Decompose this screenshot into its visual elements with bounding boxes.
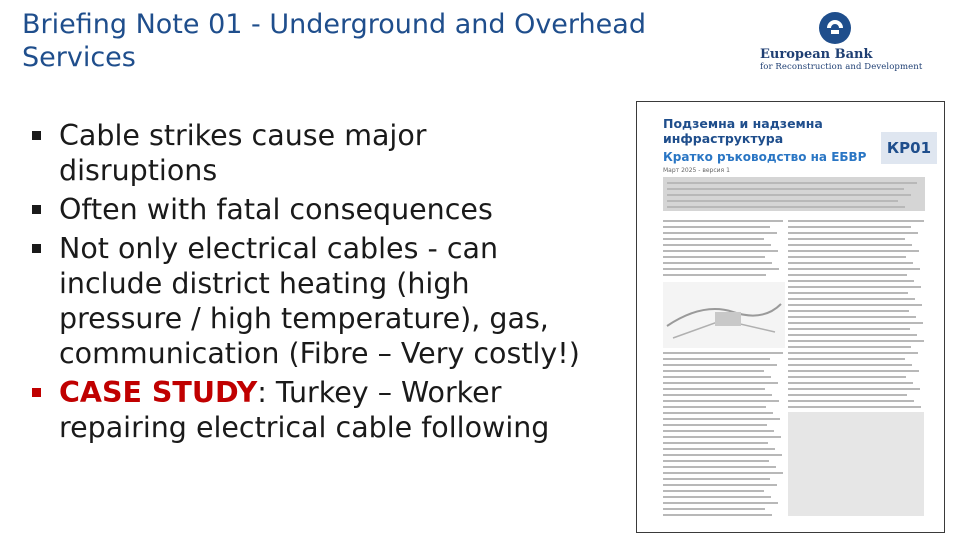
doc-text-line <box>663 370 764 372</box>
doc-text-line <box>663 436 781 438</box>
doc-text-line <box>663 244 771 246</box>
doc-text-line <box>788 388 920 390</box>
doc-figure-image <box>663 282 785 348</box>
doc-text-line <box>788 394 907 396</box>
doc-text-line <box>788 220 924 222</box>
square-bullet-icon <box>32 205 41 214</box>
doc-text-line <box>663 382 778 384</box>
doc-text-line <box>788 364 912 366</box>
doc-text-line <box>788 400 914 402</box>
bullet-text: Not only electrical cables - can include district heating (high pressure / high temperature), gas, communication (Fibre – Very costly!) <box>59 232 580 370</box>
doc-text-line <box>663 232 777 234</box>
doc-text-line <box>663 220 783 222</box>
doc-text-line <box>788 334 917 336</box>
bullet-text: Cable strikes cause major disruptions <box>59 119 427 187</box>
doc-text-line <box>663 262 772 264</box>
doc-text-line <box>663 514 772 516</box>
slide-title: Briefing Note 01 - Underground and Overhead Services <box>22 9 646 73</box>
doc-text-line <box>788 286 921 288</box>
doc-text-line <box>663 490 764 492</box>
doc-text-line <box>788 370 919 372</box>
doc-text-line <box>663 268 779 270</box>
doc-text-line <box>788 304 922 306</box>
doc-text-line <box>663 424 767 426</box>
doc-text-line <box>663 400 779 402</box>
square-bullet-icon <box>32 131 41 140</box>
briefing-note-preview <box>636 101 945 533</box>
doc-text-line <box>788 406 921 408</box>
doc-text-line <box>788 328 910 330</box>
doc-text-line <box>663 466 776 468</box>
doc-text-line <box>788 250 919 252</box>
doc-text-line <box>663 430 774 432</box>
doc-text-line <box>663 484 777 486</box>
ebrd-emblem-icon <box>817 10 853 46</box>
doc-text-line <box>663 478 770 480</box>
doc-text-line <box>663 376 771 378</box>
doc-text-line <box>788 382 913 384</box>
logo-line-2: for Reconstruction and Development <box>760 62 923 72</box>
doc-text-line <box>788 346 911 348</box>
bullet-item <box>32 231 592 371</box>
bullet-item <box>32 118 592 188</box>
doc-text-line <box>663 364 777 366</box>
ebrd-logo <box>760 8 950 78</box>
doc-text-line <box>788 280 914 282</box>
doc-text-line <box>788 292 908 294</box>
doc-text-line <box>663 448 775 450</box>
bullet-list <box>32 118 592 449</box>
doc-text-line <box>663 502 778 504</box>
doc-text-line <box>663 394 772 396</box>
doc-highlight-box <box>788 412 924 516</box>
doc-text-line <box>663 496 771 498</box>
doc-text-line <box>667 182 917 184</box>
bullet-text: : Turkey – Worker repairing electrical cable following <box>59 376 550 444</box>
doc-text-line <box>663 508 765 510</box>
doc-text-line <box>663 274 766 276</box>
doc-text-line <box>667 200 898 202</box>
doc-text-line <box>788 256 906 258</box>
doc-title: Подземна и надземна инфраструктура <box>663 116 823 146</box>
square-bullet-icon <box>32 388 41 397</box>
doc-text-line <box>663 406 766 408</box>
doc-text-line <box>663 250 778 252</box>
bullet-item <box>32 192 592 227</box>
doc-text-line <box>788 274 907 276</box>
doc-text-line <box>788 262 913 264</box>
doc-text-line <box>663 352 783 354</box>
doc-text-line <box>788 226 911 228</box>
bullet-text: Often with fatal consequences <box>59 193 493 226</box>
doc-text-line <box>788 340 924 342</box>
bullet-item-case-study <box>32 375 592 445</box>
case-study-label: CASE STUDY <box>59 376 258 409</box>
doc-text-line <box>788 268 920 270</box>
doc-text-line <box>663 442 768 444</box>
doc-text-line <box>663 412 773 414</box>
doc-text-line <box>663 238 764 240</box>
doc-text-line <box>663 472 783 474</box>
square-bullet-icon <box>32 244 41 253</box>
doc-text-line <box>663 418 780 420</box>
logo-text <box>760 48 950 72</box>
doc-date: Март 2025 - версия 1 <box>663 167 730 174</box>
doc-text-line <box>667 194 911 196</box>
doc-badge: КР01 <box>881 132 937 164</box>
doc-text-line <box>788 322 923 324</box>
doc-text-line <box>663 454 782 456</box>
logo-line-1: European Bank <box>760 47 873 62</box>
doc-text-line <box>663 358 770 360</box>
doc-text-line <box>663 226 770 228</box>
doc-text-line <box>788 244 912 246</box>
doc-text-line <box>663 388 765 390</box>
doc-text-line <box>788 358 905 360</box>
doc-text-line <box>663 256 765 258</box>
doc-text-line <box>788 376 906 378</box>
doc-subtitle: Кратко ръководство на ЕБВР <box>663 150 867 164</box>
doc-text-line <box>788 232 918 234</box>
doc-text-line <box>788 238 905 240</box>
doc-text-line <box>667 206 905 208</box>
doc-text-line <box>788 310 909 312</box>
doc-text-line <box>667 188 904 190</box>
doc-text-line <box>663 460 769 462</box>
doc-text-line <box>788 352 918 354</box>
doc-text-line <box>788 316 916 318</box>
doc-text-line <box>788 298 915 300</box>
